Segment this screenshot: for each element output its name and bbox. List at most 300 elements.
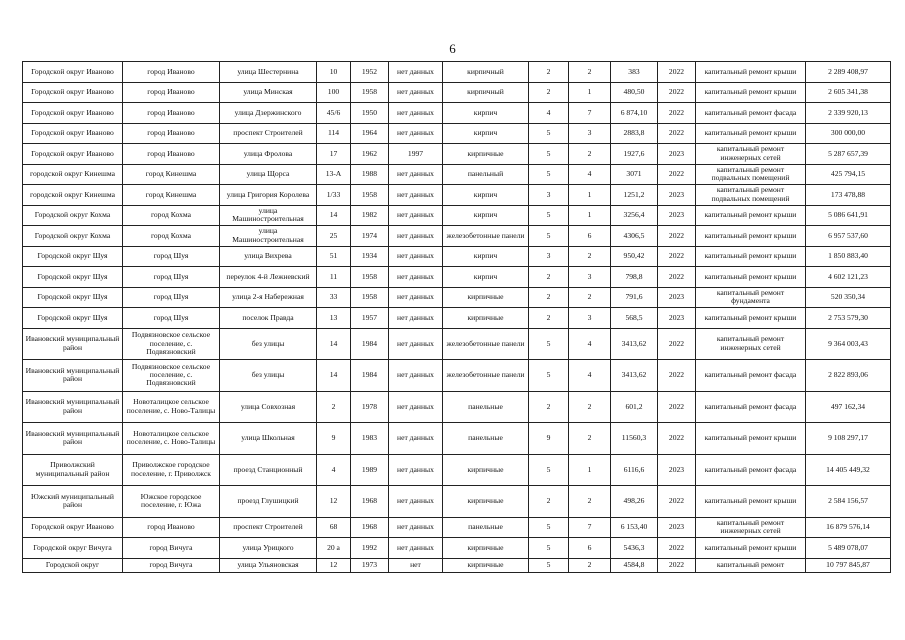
municipality-cell: городской округ Кинешма [23,185,123,206]
street-cell: улица 2-я Набережная [220,287,317,308]
cost-cell: 5 489 078,07 [806,538,891,559]
wall-material-cell: кирпич [443,185,529,206]
plan-year-cell: 2022 [658,82,696,103]
house-number-cell: 25 [317,226,351,247]
house-number-cell: 1/33 [317,185,351,206]
house-number-cell: 12 [317,486,351,518]
last-repair-year-cell: нет данных [389,328,443,360]
house-number-cell: 100 [317,82,351,103]
wall-material-cell: кирпич [443,267,529,288]
settlement-cell: Новоталицкое сельское поселение, с. Ново-Талицы [123,391,220,423]
house-number-cell: 45/6 [317,103,351,124]
work-type-cell: капитальный ремонт крыши [696,267,806,288]
build-year-cell: 1958 [351,82,389,103]
settlement-cell: город Иваново [123,103,220,124]
work-type-cell: капитальный ремонт подвальных помещений [696,164,806,185]
street-cell: улица Совхозная [220,391,317,423]
cost-cell: 6 957 537,60 [806,226,891,247]
house-number-cell: 14 [317,328,351,360]
build-year-cell: 1973 [351,558,389,572]
build-year-cell: 1952 [351,62,389,83]
area-cell: 4584,8 [611,558,658,572]
table-row [23,164,891,185]
area-cell: 1927,6 [611,144,658,165]
plan-year-cell: 2022 [658,558,696,572]
wall-material-cell: кирпичные [443,454,529,486]
build-year-cell: 1988 [351,164,389,185]
municipality-cell: Ивановский муниципальный район [23,328,123,360]
settlement-cell: город Иваново [123,517,220,538]
area-cell: 6116,6 [611,454,658,486]
settlement-cell: город Шуя [123,308,220,329]
settlement-cell: Подвязновское сельское поселение, с. Подвязновский [123,328,220,360]
table-row [23,423,891,455]
last-repair-year-cell: нет данных [389,123,443,144]
work-type-cell: капитальный ремонт крыши [696,82,806,103]
cost-cell: 520 350,34 [806,287,891,308]
work-type-cell: капитальный ремонт крыши [696,123,806,144]
floors-cell: 5 [529,123,569,144]
work-type-cell: капитальный ремонт крыши [696,538,806,559]
entrances-cell: 6 [569,538,611,559]
build-year-cell: 1982 [351,205,389,226]
floors-cell: 5 [529,164,569,185]
last-repair-year-cell: нет данных [389,226,443,247]
settlement-cell: Новоталицкое сельское поселение, с. Ново-Талицы [123,423,220,455]
municipality-cell: Приволжский муниципальный район [23,454,123,486]
build-year-cell: 1984 [351,360,389,392]
table-row [23,144,891,165]
floors-cell: 2 [529,308,569,329]
build-year-cell: 1962 [351,144,389,165]
municipality-cell: городской округ Кинешма [23,164,123,185]
cost-cell: 2 605 341,38 [806,82,891,103]
entrances-cell: 1 [569,82,611,103]
plan-year-cell: 2022 [658,538,696,559]
build-year-cell: 1974 [351,226,389,247]
last-repair-year-cell: 1997 [389,144,443,165]
area-cell: 6 874,10 [611,103,658,124]
entrances-cell: 2 [569,287,611,308]
house-number-cell: 17 [317,144,351,165]
last-repair-year-cell: нет данных [389,246,443,267]
work-type-cell: капитальный ремонт фасада [696,103,806,124]
floors-cell: 5 [529,517,569,538]
table-row [23,185,891,206]
plan-year-cell: 2022 [658,328,696,360]
entrances-cell: 3 [569,308,611,329]
municipality-cell: Городской округ Иваново [23,517,123,538]
cost-cell: 14 405 449,32 [806,454,891,486]
house-number-cell: 10 [317,62,351,83]
settlement-cell: город Кохма [123,205,220,226]
area-cell: 5436,3 [611,538,658,559]
cost-cell: 16 879 576,14 [806,517,891,538]
cost-cell: 497 162,34 [806,391,891,423]
wall-material-cell: кирпичные [443,287,529,308]
area-cell: 798,8 [611,267,658,288]
plan-year-cell: 2023 [658,517,696,538]
floors-cell: 2 [529,267,569,288]
street-cell: улица Григория Королева [220,185,317,206]
work-type-cell: капитальный ремонт крыши [696,423,806,455]
last-repair-year-cell: нет данных [389,103,443,124]
floors-cell: 3 [529,185,569,206]
street-cell: улица Урицкого [220,538,317,559]
cost-cell: 2 289 408,97 [806,62,891,83]
plan-year-cell: 2022 [658,267,696,288]
cost-cell: 300 000,00 [806,123,891,144]
municipality-cell: Городской округ Кохма [23,226,123,247]
table-row [23,538,891,559]
work-type-cell: капитальный ремонт фасада [696,391,806,423]
house-number-cell: 20 а [317,538,351,559]
plan-year-cell: 2022 [658,360,696,392]
wall-material-cell: кирпичные [443,538,529,559]
street-cell: переулок 4-й Лежневский [220,267,317,288]
build-year-cell: 1957 [351,308,389,329]
table-row [23,391,891,423]
plan-year-cell: 2023 [658,144,696,165]
municipality-cell: Городской округ Иваново [23,144,123,165]
last-repair-year-cell: нет [389,558,443,572]
last-repair-year-cell: нет данных [389,391,443,423]
settlement-cell: Приволжское городское поселение, г. Приволжск [123,454,220,486]
wall-material-cell: панельные [443,517,529,538]
municipality-cell: Городской округ Иваново [23,123,123,144]
build-year-cell: 1992 [351,538,389,559]
settlement-cell: город Иваново [123,144,220,165]
wall-material-cell: кирпич [443,103,529,124]
floors-cell: 5 [529,226,569,247]
street-cell: улица Машиностроительная [220,205,317,226]
floors-cell: 4 [529,103,569,124]
cost-cell: 9 364 003,43 [806,328,891,360]
last-repair-year-cell: нет данных [389,454,443,486]
municipality-cell: Городской округ Шуя [23,308,123,329]
settlement-cell: город Шуя [123,287,220,308]
build-year-cell: 1983 [351,423,389,455]
floors-cell: 3 [529,246,569,267]
wall-material-cell: кирпичные [443,486,529,518]
last-repair-year-cell: нет данных [389,517,443,538]
floors-cell: 2 [529,486,569,518]
wall-material-cell: кирпичные [443,308,529,329]
table-row [23,517,891,538]
table-row [23,287,891,308]
entrances-cell: 2 [569,391,611,423]
plan-year-cell: 2023 [658,308,696,329]
area-cell: 568,5 [611,308,658,329]
entrances-cell: 2 [569,486,611,518]
cost-cell: 1 850 883,40 [806,246,891,267]
table-row [23,454,891,486]
cost-cell: 2 822 893,06 [806,360,891,392]
cost-cell: 173 478,88 [806,185,891,206]
entrances-cell: 2 [569,423,611,455]
build-year-cell: 1934 [351,246,389,267]
plan-year-cell: 2023 [658,287,696,308]
work-type-cell: капитальный ремонт подвальных помещений [696,185,806,206]
area-cell: 4306,5 [611,226,658,247]
work-type-cell: капитальный ремонт крыши [696,246,806,267]
wall-material-cell: кирпичные [443,558,529,572]
build-year-cell: 1958 [351,185,389,206]
street-cell: улица Дзержинского [220,103,317,124]
table-row [23,103,891,124]
plan-year-cell: 2022 [658,123,696,144]
settlement-cell: город Кохма [123,226,220,247]
street-cell: улица Школьная [220,423,317,455]
table-row [23,360,891,392]
municipality-cell: Городской округ Шуя [23,267,123,288]
settlement-cell: Подвязновское сельское поселение, с. Подвязновский [123,360,220,392]
plan-year-cell: 2022 [658,246,696,267]
entrances-cell: 2 [569,246,611,267]
table-row [23,558,891,572]
street-cell: проезд Глушицкий [220,486,317,518]
street-cell: проезд Станционный [220,454,317,486]
work-type-cell: капитальный ремонт фасада [696,360,806,392]
floors-cell: 5 [529,454,569,486]
last-repair-year-cell: нет данных [389,62,443,83]
plan-year-cell: 2022 [658,486,696,518]
area-cell: 383 [611,62,658,83]
wall-material-cell: железобетонные панели [443,360,529,392]
work-type-cell: капитальный ремонт фундамента [696,287,806,308]
house-number-cell: 4 [317,454,351,486]
area-cell: 498,26 [611,486,658,518]
floors-cell: 5 [529,360,569,392]
work-type-cell: капитальный ремонт крыши [696,62,806,83]
floors-cell: 2 [529,62,569,83]
build-year-cell: 1984 [351,328,389,360]
plan-year-cell: 2022 [658,164,696,185]
settlement-cell: город Шуя [123,267,220,288]
table-row [23,267,891,288]
area-cell: 3413,62 [611,328,658,360]
work-type-cell: капитальный ремонт инженерных сетей [696,517,806,538]
wall-material-cell: кирпичный [443,62,529,83]
area-cell: 6 153,40 [611,517,658,538]
work-type-cell: капитальный ремонт [696,558,806,572]
floors-cell: 5 [529,144,569,165]
cost-cell: 4 602 121,23 [806,267,891,288]
wall-material-cell: панельные [443,423,529,455]
house-number-cell: 9 [317,423,351,455]
work-type-cell: капитальный ремонт крыши [696,226,806,247]
floors-cell: 5 [529,558,569,572]
wall-material-cell: железобетонные панели [443,226,529,247]
cost-cell: 2 753 579,30 [806,308,891,329]
work-type-cell: капитальный ремонт фасада [696,454,806,486]
entrances-cell: 2 [569,62,611,83]
wall-material-cell: кирпич [443,246,529,267]
plan-year-cell: 2022 [658,226,696,247]
plan-year-cell: 2022 [658,423,696,455]
work-type-cell: капитальный ремонт инженерных сетей [696,328,806,360]
table-row [23,226,891,247]
cost-cell: 425 794,15 [806,164,891,185]
entrances-cell: 4 [569,164,611,185]
entrances-cell: 4 [569,360,611,392]
settlement-cell: город Иваново [123,82,220,103]
municipality-cell: Городской округ Иваново [23,62,123,83]
last-repair-year-cell: нет данных [389,486,443,518]
municipality-cell: Южский муниципальный район [23,486,123,518]
entrances-cell: 2 [569,144,611,165]
area-cell: 480,50 [611,82,658,103]
work-type-cell: капитальный ремонт крыши [696,486,806,518]
table-row [23,328,891,360]
entrances-cell: 1 [569,205,611,226]
build-year-cell: 1958 [351,267,389,288]
last-repair-year-cell: нет данных [389,82,443,103]
wall-material-cell: кирпич [443,205,529,226]
settlement-cell: Южское городское поселение, г. Южа [123,486,220,518]
municipality-cell: Городской округ [23,558,123,572]
street-cell: проспект Строителей [220,517,317,538]
house-number-cell: 114 [317,123,351,144]
municipality-cell: Ивановский муниципальный район [23,360,123,392]
plan-year-cell: 2023 [658,205,696,226]
area-cell: 3071 [611,164,658,185]
municipality-cell: Городской округ Иваново [23,103,123,124]
table-row [23,82,891,103]
house-number-cell: 51 [317,246,351,267]
plan-year-cell: 2022 [658,103,696,124]
floors-cell: 2 [529,82,569,103]
house-number-cell: 33 [317,287,351,308]
area-cell: 11560,3 [611,423,658,455]
street-cell: улица Щорса [220,164,317,185]
municipality-cell: Городской округ Шуя [23,246,123,267]
house-number-cell: 11 [317,267,351,288]
entrances-cell: 7 [569,517,611,538]
street-cell: улица Шестернина [220,62,317,83]
cost-cell: 2 339 920,13 [806,103,891,124]
table-row [23,308,891,329]
area-cell: 3413,62 [611,360,658,392]
build-year-cell: 1989 [351,454,389,486]
street-cell: проспект Строителей [220,123,317,144]
last-repair-year-cell: нет данных [389,287,443,308]
build-year-cell: 1968 [351,517,389,538]
housing-repair-table [22,61,891,573]
last-repair-year-cell: нет данных [389,423,443,455]
last-repair-year-cell: нет данных [389,164,443,185]
build-year-cell: 1964 [351,123,389,144]
street-cell: улица Ульяновская [220,558,317,572]
area-cell: 2883,8 [611,123,658,144]
area-cell: 1251,2 [611,185,658,206]
entrances-cell: 2 [569,558,611,572]
floors-cell: 2 [529,287,569,308]
house-number-cell: 14 [317,360,351,392]
area-cell: 601,2 [611,391,658,423]
work-type-cell: капитальный ремонт инженерных сетей [696,144,806,165]
last-repair-year-cell: нет данных [389,205,443,226]
house-number-cell: 13-А [317,164,351,185]
house-number-cell: 13 [317,308,351,329]
cost-cell: 10 797 845,87 [806,558,891,572]
build-year-cell: 1950 [351,103,389,124]
municipality-cell: Городской округ Вичуга [23,538,123,559]
floors-cell: 5 [529,205,569,226]
build-year-cell: 1978 [351,391,389,423]
wall-material-cell: кирпич [443,123,529,144]
settlement-cell: город Вичуга [123,558,220,572]
table-body [23,62,891,573]
municipality-cell: Ивановский муниципальный район [23,423,123,455]
cost-cell: 2 584 156,57 [806,486,891,518]
cost-cell: 5 287 657,39 [806,144,891,165]
wall-material-cell: кирпичные [443,144,529,165]
cost-cell: 5 086 641,91 [806,205,891,226]
municipality-cell: Ивановский муниципальный район [23,391,123,423]
floors-cell: 5 [529,538,569,559]
house-number-cell: 12 [317,558,351,572]
last-repair-year-cell: нет данных [389,185,443,206]
page-number: 6 [449,41,456,56]
street-cell: улица Минская [220,82,317,103]
area-cell: 3256,4 [611,205,658,226]
plan-year-cell: 2022 [658,62,696,83]
municipality-cell: Городской округ Иваново [23,82,123,103]
last-repair-year-cell: нет данных [389,267,443,288]
table-row [23,246,891,267]
entrances-cell: 4 [569,328,611,360]
floors-cell: 2 [529,391,569,423]
table-row [23,205,891,226]
settlement-cell: город Шуя [123,246,220,267]
floors-cell: 5 [529,328,569,360]
street-cell: поселок Правда [220,308,317,329]
wall-material-cell: кирпичный [443,82,529,103]
table-row [23,486,891,518]
work-type-cell: капитальный ремонт крыши [696,308,806,329]
last-repair-year-cell: нет данных [389,360,443,392]
municipality-cell: Городской округ Кохма [23,205,123,226]
street-cell: улица Машиностроительная [220,226,317,247]
settlement-cell: город Кинешма [123,164,220,185]
house-number-cell: 68 [317,517,351,538]
street-cell: улица Фролова [220,144,317,165]
area-cell: 791,6 [611,287,658,308]
wall-material-cell: панельный [443,164,529,185]
house-number-cell: 14 [317,205,351,226]
table-row [23,62,891,83]
wall-material-cell: панельные [443,391,529,423]
house-number-cell: 2 [317,391,351,423]
area-cell: 950,42 [611,246,658,267]
last-repair-year-cell: нет данных [389,538,443,559]
settlement-cell: город Иваново [123,62,220,83]
entrances-cell: 1 [569,454,611,486]
street-cell: улица Вихрева [220,246,317,267]
settlement-cell: город Вичуга [123,538,220,559]
build-year-cell: 1968 [351,486,389,518]
entrances-cell: 7 [569,103,611,124]
entrances-cell: 1 [569,185,611,206]
settlement-cell: город Иваново [123,123,220,144]
plan-year-cell: 2022 [658,391,696,423]
street-cell: без улицы [220,360,317,392]
work-type-cell: капитальный ремонт крыши [696,205,806,226]
municipality-cell: Городской округ Шуя [23,287,123,308]
entrances-cell: 6 [569,226,611,247]
floors-cell: 9 [529,423,569,455]
